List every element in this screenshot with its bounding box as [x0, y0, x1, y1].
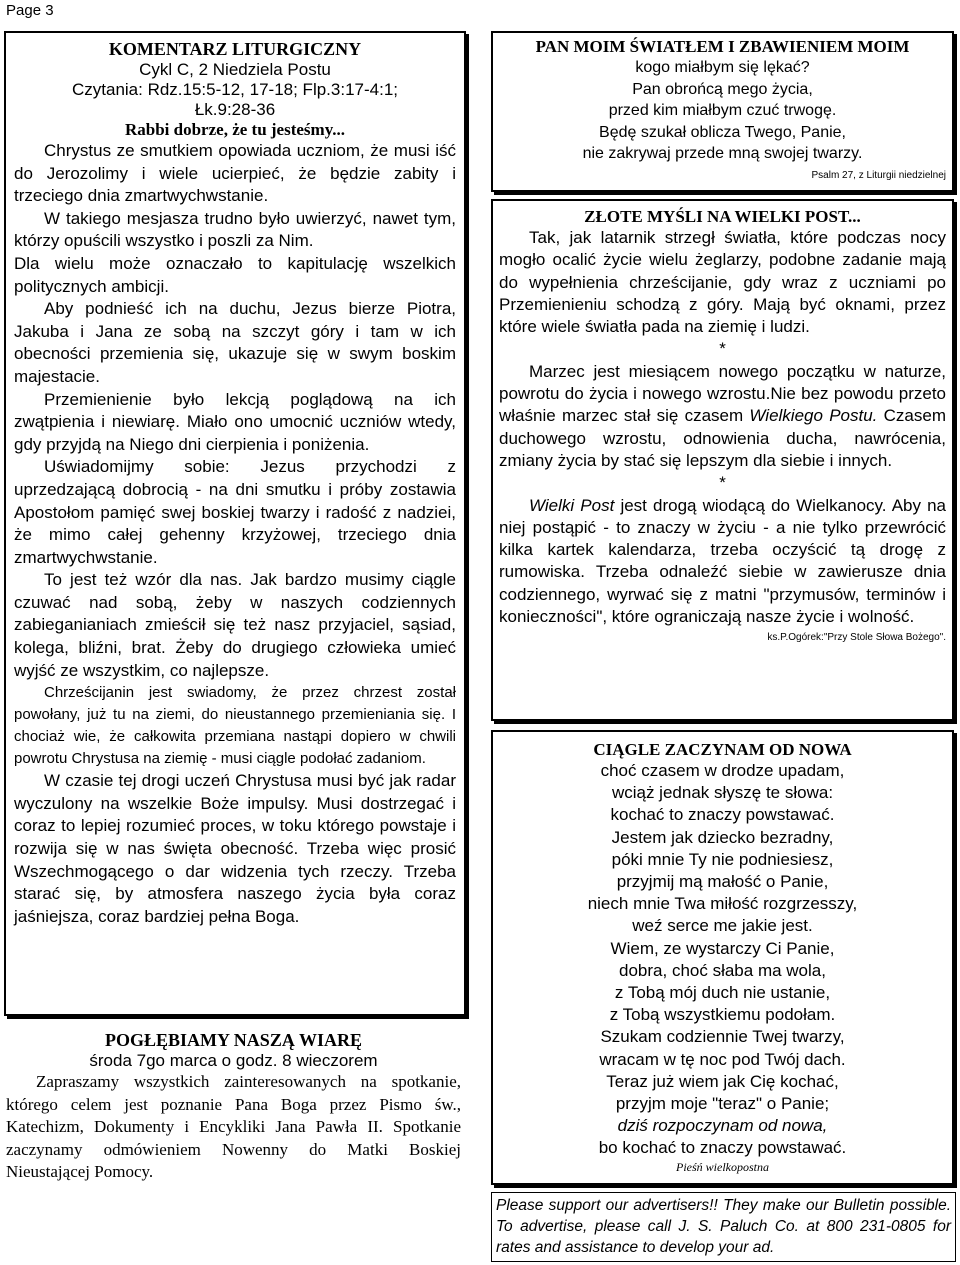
mysli-paragraph-1: Tak, jak latarnik strzegł światła, które podczas nocy mogło ocalić życie wielu żeglarzy, podobne zadanie mają do wypełnienia chrześcijanie, gdy wraz z uczniami po Przemienieniu schodzą z góry. Mają być oknami, przez które wiele światła pada na ziemię i ludzi.	[499, 228, 946, 337]
poglebiamy-body: Zapraszamy wszystkich zainteresowanych na spotkanie, którego celem jest poznanie Pana Boga przez Pismo św., Katechizm, Dokumenty i Encykliki Jana Pawła II. Spotkanie zaczynamy odmówieniem Nowenny do Matki Boskiej Nieustającej Pomocy.	[6, 1072, 461, 1181]
psalm-line: Będę szukał oblicza Twego, Panie,	[599, 123, 846, 141]
mysli-title: ZŁOTE MYŚLI NA WIELKI POST...	[584, 207, 861, 226]
poem-line-last: bo kochać to znaczy powstawać.	[598, 1138, 847, 1158]
komentarz-paragraph-5: Przemienienie było lekcją poglądową na ich zwątpienia i niewiarę. Miało ono umocnić uczniów wtedy, gdy przyjdą na Niego dni cierpienia i poniżenia.	[14, 389, 456, 454]
mysli-paragraph-2-start: Marzec jest miesiącem nowego początku w naturze, powrotu do życia i nowego wzrostu.Nie bez powodu przeto właśnie marzec stał się czasem	[499, 361, 946, 426]
psalm-title: PAN MOIM ŚWIATŁEM I ZBAWIENIEM MOIM	[535, 37, 910, 56]
komentarz-paragraph-2: W takiego mesjasza trudno było uwierzyć, nawet tym, którzy opuścili wszystko i poszli za Nim.	[14, 208, 456, 251]
poglebiamy-section	[6, 1030, 461, 1184]
komentarz-readings-1: Czytania: Rdz.15:5-12, 17-18; Flp.3:17-4:1;	[71, 80, 398, 99]
mysli-paragraph-3-italic: Wielki Post	[529, 495, 615, 515]
mysli-paragraph-2	[499, 361, 946, 472]
komentarz-title: KOMENTARZ LITURGICZNY	[108, 39, 362, 59]
mysli-box	[491, 199, 954, 721]
komentarz-paragraph-3: Dla wielu może oznaczało to kapitulację wszelkich politycznych ambicji.	[14, 253, 456, 296]
mysli-paragraph-2-end: Czasem duchowego wzrostu, odnowienia ducha, nawrócenia, zmiany życia by stać się lepszym dla siebie i innych.	[499, 406, 946, 470]
komentarz-subtitle: Cykl C, 2 Niedziela Postu	[139, 60, 331, 79]
poem-line: weź serce me jakie jest.	[632, 916, 813, 936]
poem-line: wracam w tę noc pod Twój dach.	[599, 1049, 846, 1069]
poglebiamy-when: środa 7go marca o godz. 8 wieczorem	[89, 1051, 378, 1070]
poem-line: choć czasem w drodze upadam,	[600, 761, 845, 780]
poem-line: z Tobą wszystkiemu podołam.	[609, 1005, 836, 1025]
komentarz-paragraph-6: Uświadomijmy sobie: Jezus przychodzi z uprzedzającą dobrocią - na dni smutku i próby zostawia Apostołom pamięć swej boskiej twarzy i radość z nadziei, że mimo całej gehenny krzyżowej, trzeciego dnia zmartwychwstanie.	[14, 457, 456, 567]
psalm-line: przed kim miałbym czuć trwogę.	[608, 102, 837, 119]
psalm-line: Pan obrońcą mego życia,	[632, 80, 813, 98]
mysli-paragraph-2-italic: Wielkiego Postu.	[749, 406, 878, 426]
poem-line: póki mnie Ty nie podniesiesz,	[611, 849, 834, 869]
komentarz-readings-2: Łk.9:28-36	[194, 100, 276, 119]
page-number: Page 3	[6, 2, 54, 19]
psalm-box	[491, 31, 954, 192]
komentarz-heading: Rabbi dobrze, że tu jesteśmy...	[124, 120, 346, 139]
ad-text: Please support our advertisers!! They make our Bulletin possible. To advertise, please call J. S. Paluch Co. at 800 231-0805 for rates and assistance to develop your ad.	[496, 1197, 951, 1256]
poem-line: dobra, choć słaba ma wola,	[619, 960, 826, 980]
komentarz-paragraph-8: Chrześcijanin jest swiadomy, że przez chrzest został powołany, już tu na ziemi, do nieustannego przemieniania się. I chociaż wie, że całkowita przemiana nastąpi dopiero w chwili powrotu Chrystusa na ziemię - musi ciągle podołać zadaniom.	[14, 684, 456, 768]
poem-source: Pieśń wielkopostna	[676, 1159, 769, 1174]
poem-line: przyjmij mą małość o Panie,	[616, 872, 829, 892]
poem-line-italic: dziś rozpoczynam od nowa,	[617, 1116, 828, 1136]
poglebiamy-title: POGŁĘBIAMY NASZĄ WIARĘ	[104, 1030, 363, 1050]
psalm-source: Psalm 27, z Liturgii niedzielnej	[811, 169, 946, 181]
ad-box	[491, 1192, 956, 1262]
komentarz-paragraph-4: Aby podnieść ich na duchu, Jezus bierze Piotra, Jakuba i Jana ze sobą na szczyt góry i tam w ich obecności przemienia się, ukazuje się w swym boskim majestacie.	[14, 299, 456, 386]
komentarz-paragraph-9: W czasie tej drogi uczeń Chrystusa musi być jak radar wyczulony na wszelkie Boże impulsy. Musi dostrzegać i coraz to lepiej rozumieć proces, w toku którego powstaje i rozwija się w nas święta obecność. Trzeba więc prosić Wszechmogącego o dar widzenia tych rzeczy. Trzeba starać się, by atmosfera naszego życia była coraz jaśniejsza, coraz bardziej pełna Boga.	[14, 771, 456, 926]
psalm-line: kogo miałbym się lękać?	[635, 59, 810, 76]
poem-line: wciąż jednak słyszę te słowa:	[611, 783, 834, 803]
poem-line: Szukam codziennie Twej twarzy,	[600, 1027, 845, 1047]
poem-line: przyjm moje "teraz" o Panie;	[615, 1094, 830, 1114]
mysli-separator: *	[719, 473, 726, 493]
mysli-paragraph-3-text: jest drogą wiodącą do Wielkanocy. Aby na niej postąpić - to znaczy w życiu - a nie tylko przewrócić kilka kartek kalendarza, trzeba oczyścić tą drogę z rumowiska. Trzeba odnaleźć siebie w zawierusze dnia codziennego, wyrwać się z matni "przymusów, terminów i konieczności", które ograniczają nasze życie i wolność.	[499, 495, 947, 627]
poem-line: z Tobą mój duch nie ustanie,	[614, 983, 831, 1003]
komentarz-box	[4, 31, 466, 1016]
mysli-separator: *	[719, 339, 726, 359]
poem-line: niech mnie Twa miłość rozgrzesszy,	[587, 894, 858, 914]
poem-title: CIĄGLE ZACZYNAM OD NOWA	[593, 740, 852, 759]
poem-line: kochać to znaczy powstawać.	[610, 805, 835, 825]
poem-box	[491, 730, 954, 1185]
komentarz-paragraph-7: To jest też wzór dla nas. Jak bardzo musimy ciągle czuwać nad sobą, żeby w naszych codziennych zabieganianiach zmieścił się też nasz przyjaciel, sąsiad, kolega, bliźni, brat. Żeby do drugiego człowieka umieć wyjść ze wszystkim, co najlepsze.	[14, 570, 456, 680]
poem-line: Wiem, ze wystarczy Ci Panie,	[610, 938, 835, 958]
psalm-line: nie zakrywaj przede mną swojej twarzy.	[582, 145, 863, 162]
mysli-paragraph-3	[499, 495, 946, 629]
poem-line: Teraz już wiem jak Cię kochać,	[606, 1071, 839, 1091]
komentarz-paragraph-1: Chrystus ze smutkiem opowiada uczniom, że musi iść do Jerozolimy i wiele ucierpieć, że będzie zabity i trzeciego dnia zmartwychwstanie.	[14, 141, 456, 206]
mysli-source: ks.P.Ogórek:"Przy Stole Słowa Bożego".	[767, 632, 946, 644]
poem-line: Jestem jak dziecko bezradny,	[611, 827, 834, 847]
